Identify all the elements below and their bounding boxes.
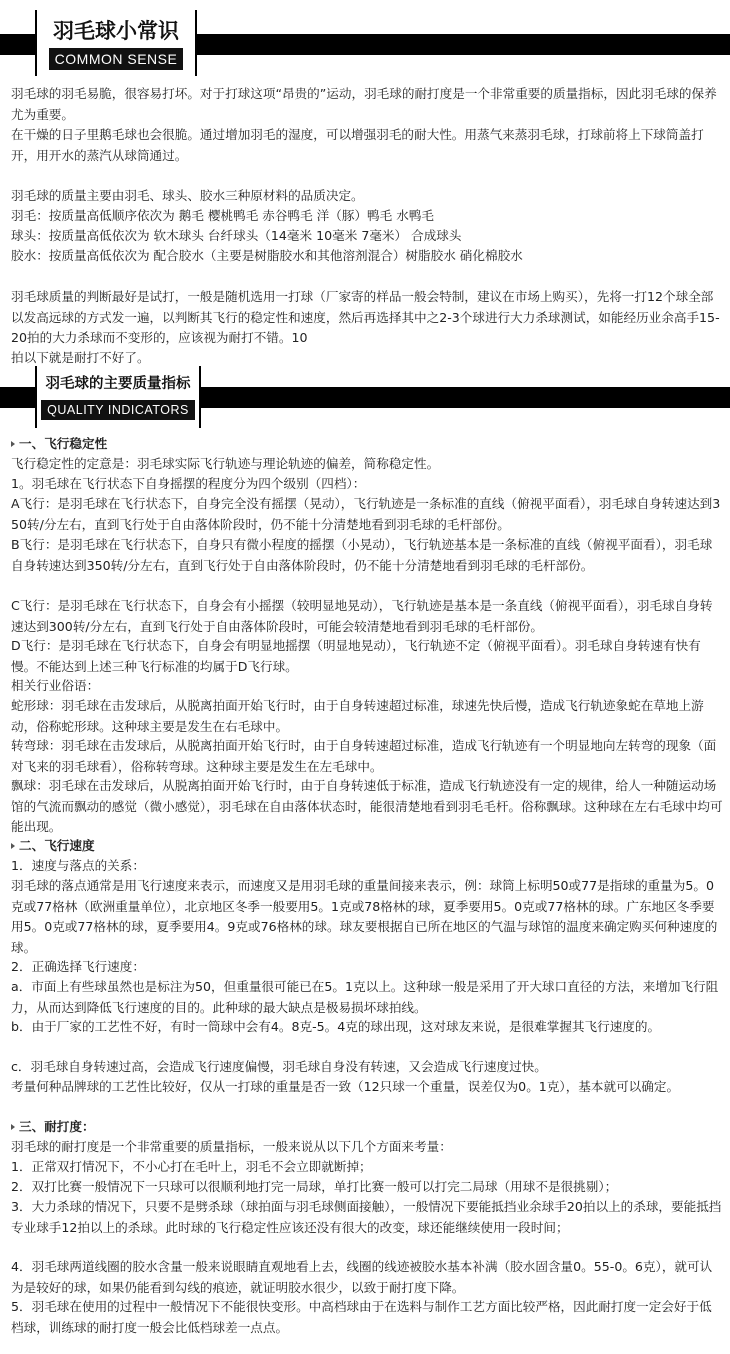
- heading-text: 三、耐打度：: [19, 1119, 95, 1134]
- heading-durability: [11, 1117, 723, 1138]
- paragraph: 球头：按质量高低依次为 软木球头 台纤球头（14毫米 10毫米 7毫米） 合成球头: [11, 228, 462, 243]
- paragraph: D飞行：是羽毛球在飞行状态下，自身会有明显地摇摆（明显地晃动），飞行轨迹不定（俯视平面看）。羽毛球自身转速有快有慢。不能达到上述三种飞行标准的均属于D飞行球。: [11, 638, 701, 674]
- arrow-bullet-icon: [11, 843, 15, 849]
- paragraph: 蛇形球：羽毛球在击发球后，从脱离拍面开始飞行时，由于自身转速超过标准，球速先快后慢，造成飞行轨迹象蛇在草地上游动，俗称蛇形球。这种球主要是发生在右毛球中。: [11, 698, 704, 734]
- paragraph: a．市面上有些球虽然也是标注为50，但重量很可能已在5。1克以上。这种球一般是采用了开大球口直径的方法，来增加飞行阻力，从而达到降低飞行速度的目的。此种球的最大缺点是极易损坏球拍线。: [11, 979, 719, 1015]
- common-sense-banner: [0, 10, 730, 76]
- paragraph: 3．大力杀球的情况下，只要不是劈杀球（球拍面与羽毛球侧面接触），一般情况下要能抵挡业余球手20拍以上的杀球，要能抵挡专业球手12拍以上的杀球。此时球的飞行稳定性应该还没有很大的改变，球还能继续使用一段时间；: [11, 1199, 722, 1235]
- heading-flight-speed: [11, 836, 723, 857]
- banner-title-en: COMMON SENSE: [49, 48, 184, 70]
- banner-title-en: QUALITY INDICATORS: [41, 400, 195, 420]
- paragraph: 1．正常双打情况下，不小心打在毛叶上，羽毛不会立即就断掉；: [11, 1159, 372, 1174]
- arrow-bullet-icon: [11, 441, 15, 447]
- heading-flight-stability: [11, 434, 723, 455]
- banner-title-box: [35, 10, 197, 76]
- paragraph: b．由于厂家的工艺性不好，有时一筒球中会有4。8克-5。4克的球出现，这对球友来说，是很难掌握其飞行速度的。: [11, 1019, 661, 1034]
- paragraph: 5．羽毛球在使用的过程中一般情况下不能很快变形。中高档球由于在选料与制作工艺方面比较严格，因此耐打度一定会好于低档球，训练球的耐打度一般会比低档球差一点点。: [11, 1299, 712, 1335]
- paragraph: 转弯球：羽毛球在击发球后，从脱离拍面开始飞行时，由于自身转速超过标准，造成飞行轨迹有一个明显地向左转弯的现象（面对飞来的羽毛球看），俗称转弯球。这种球主要是发生在左毛球中。: [11, 738, 717, 774]
- paragraph: c．羽毛球自身转速过高，会造成飞行速度偏慢，羽毛球自身没有转速，又会造成飞行速度过快。: [11, 1059, 547, 1074]
- paragraph: B飞行：是羽毛球在飞行状态下，自身只有微小程度的摇摆（小晃动），飞行轨迹基本是一条标准的直线（俯视平面看），羽毛球自身转速达到350转/分左右，直到飞行处于自由落体阶段时，仍不能十分清楚地看到羽毛球的毛杆部份。: [11, 537, 713, 573]
- banner-title-cn: 羽毛球的主要质量指标: [45, 375, 191, 392]
- quality-indicators-banner: [0, 366, 730, 428]
- heading-text: 二、飞行速度: [19, 838, 95, 853]
- paragraph: 羽毛球的羽毛易脆，很容易打坏。对于打球这项“昂贵的”运动，羽毛球的耐打度是一个非常重要的质量指标，因此羽毛球的保养尤为重要。: [11, 86, 717, 122]
- paragraph: 1。羽毛球在飞行状态下自身摇摆的程度分为四个级别（四档）：: [11, 476, 366, 491]
- paragraph: 羽毛：按质量高低顺序依次为 鹅毛 樱桃鸭毛 赤谷鸭毛 洋（豚）鸭毛 水鸭毛: [11, 208, 435, 223]
- banner-title-box: [35, 366, 201, 428]
- paragraph: 4．羽毛球两道线圈的胶水含量一般来说眼睛直观地看上去，线圈的线迹被胶水基本补满（胶水固含量0。55-0。6克），就可认为是较好的球，如果仍能看到勾线的痕迹，就证明胶水很少，以致于耐打度下降。: [11, 1259, 713, 1295]
- paragraph: 2．双打比赛一般情况下一只球可以很顺利地打完一局球，单打比赛一般可以打完二局球（用球不是很挑剔）；: [11, 1179, 618, 1194]
- banner-title-cn: 羽毛球小常识: [53, 18, 179, 43]
- paragraph: 羽毛球的耐打度是一个非常重要的质量指标，一般来说从以下几个方面来考量：: [11, 1139, 452, 1154]
- paragraph: 拍以下就是耐打不好了。: [11, 350, 150, 365]
- heading-text: 一、飞行稳定性: [19, 436, 108, 451]
- paragraph: 飞行稳定性的定意是：羽毛球实际飞行轨迹与理论轨迹的偏差，简称稳定性。: [11, 456, 440, 471]
- paragraph: 胶水：按质量高低依次为 配合胶水（主要是树脂胶水和其他溶剂混合）树脂胶水 硝化棉胶水: [11, 248, 523, 263]
- paragraph: A飞行：是羽毛球在飞行状态下，自身完全没有摇摆（晃动），飞行轨迹是一条标准的直线（俯视平面看），羽毛球自身转速达到350转/分左右，直到飞行处于自由落体阶段时，仍不能十分清楚地看到羽毛球的毛杆部份。: [11, 496, 721, 532]
- paragraph: 飘球：羽毛球在击发球后，从脱离拍面开始飞行时，由于自身转速低于标准，造成飞行轨迹没有一定的规律，给人一种随运动场馆的气流而飘动的感觉（微小感觉），羽毛球在自由落体状态时，能很清楚地看到羽毛毛杆。俗称飘球。这种球在左右毛球中均可能出现。: [11, 778, 723, 834]
- paragraph: 在干燥的日子里鹅毛球也会很脆。通过增加羽毛的湿度，可以增强羽毛的耐大性。用蒸气来蒸羽毛球，打球前将上下球筒盖打开，用开水的蒸汽从球筒通过。: [11, 127, 704, 163]
- paragraph: 羽毛球的质量主要由羽毛、球头、胶水三种原材料的品质决定。: [11, 188, 364, 203]
- paragraph: 考量何种品牌球的工艺性比较好，仅从一打球的重量是否一致（12只球一个重量，误差仅为0。1克），基本就可以确定。: [11, 1079, 680, 1094]
- paragraph: 1．速度与落点的关系：: [11, 858, 145, 873]
- paragraph: 相关行业俗语：: [11, 678, 100, 693]
- paragraph: 羽毛球质量的判断最好是试打，一般是随机选用一打球（厂家寄的样品一般会特制，建议在市场上购买），先将一打12个球全部以发高远球的方式发一遍，以判断其飞行的稳定性和速度，然后再选择其中之2-3个球进行大力杀球测试，如能经历业余高手15-20拍的大力杀球而不变形的，应该视为耐打不错。10: [11, 289, 720, 345]
- paragraph: C飞行：是羽毛球在飞行状态下，自身会有小摇摆（较明显地晃动），飞行轨迹是基本是一条直线（俯视平面看），羽毛球自身转速达到300转/分左右，直到飞行处于自由落体阶段时，可能会较清楚地看到羽毛球的毛杆部份。: [11, 598, 713, 634]
- paragraph: 2．正确选择飞行速度：: [11, 959, 145, 974]
- arrow-bullet-icon: [11, 1124, 15, 1130]
- paragraph: 羽毛球的落点通常是用飞行速度来表示，而速度又是用羽毛球的重量间接来表示，例：球筒上标明50或77是指球的重量为5。0克或77格林（欧洲重量单位），北京地区冬季一般要用5。1克或78格林的球，夏季要用5。0克或77格林的球。广东地区冬季要用5。0克或77格林的球，夏季要用4。9克或76格林的球。球友要根据自已所在地区的气温与球馆的温度来确定购买何种速度的球。: [11, 878, 718, 955]
